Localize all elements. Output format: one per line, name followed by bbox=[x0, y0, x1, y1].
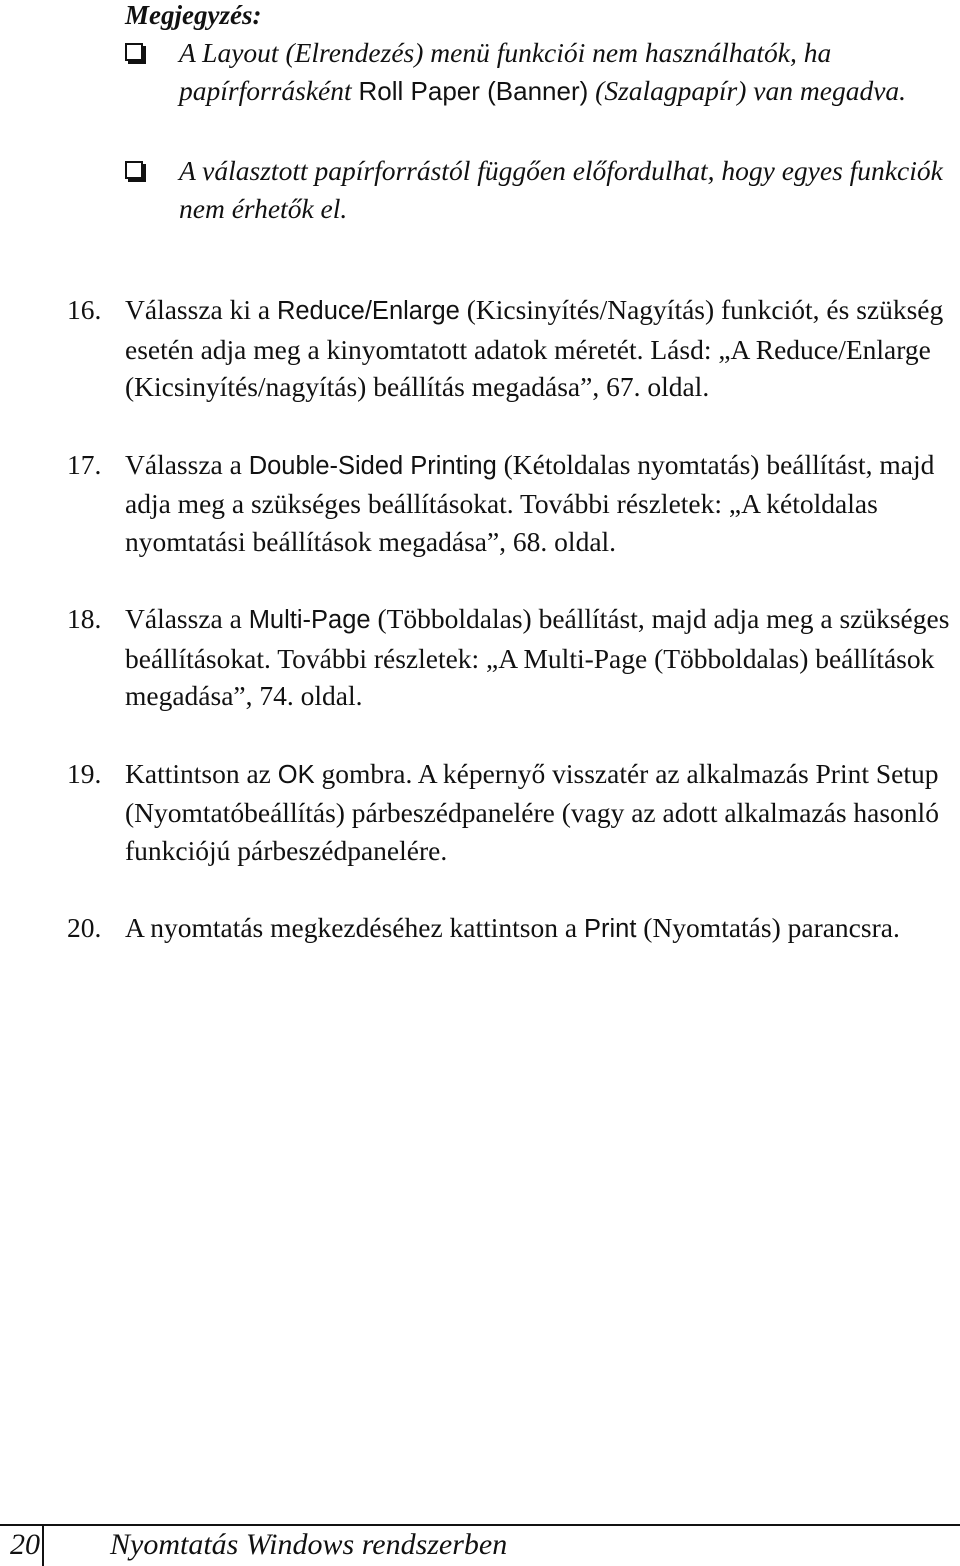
step-number: 20. bbox=[67, 912, 102, 943]
note-item bbox=[125, 34, 945, 110]
step-text: Válassza ki a bbox=[125, 294, 277, 325]
step-number: 16. bbox=[67, 294, 102, 325]
step-number: 17. bbox=[67, 448, 102, 480]
ui-term: Reduce/Enlarge bbox=[276, 297, 460, 325]
ui-term: Print bbox=[583, 915, 637, 943]
step-text: Kattintson az bbox=[125, 757, 278, 789]
ui-term: Double-Sided Printing bbox=[248, 451, 497, 480]
ui-term: OK bbox=[277, 760, 315, 789]
footer-section-title: Nyomtatás Windows rendszerben bbox=[110, 1528, 508, 1561]
step-text: (Kétoldalas nyomtatás) beállítást, majd adja meg a szükséges beállításokat. További részletek: „A kétoldalas nyomtatási beállítások megadása”, 68. oldal. bbox=[125, 448, 935, 557]
step-text: Válassza a bbox=[125, 603, 249, 634]
footer-rule bbox=[0, 1524, 960, 1526]
step-list bbox=[0, 291, 960, 989]
step-number: 18. bbox=[67, 603, 102, 634]
note-text: A választott papírforrástól függően előfordulhat, hogy egyes funkciók nem érhetők el. bbox=[179, 155, 943, 224]
step-item bbox=[0, 600, 960, 715]
ui-term: Multi-Page bbox=[248, 606, 371, 634]
step-text: A nyomtatás megkezdéséhez kattintson a bbox=[125, 912, 584, 943]
ui-term: Roll Paper (Banner) bbox=[358, 75, 589, 106]
step-text: (Többoldalas) beállítást, majd adja meg a szükséges beállításokat. További részletek: „A Multi-Page (Többoldalas) beállítások megadása”, 74. oldal. bbox=[125, 603, 950, 711]
note-item bbox=[125, 152, 945, 227]
checkbox-bullet-icon bbox=[125, 161, 143, 179]
step-item bbox=[0, 446, 960, 561]
checkbox-bullet-icon bbox=[125, 43, 143, 61]
note-text: (Szalagpapír) van megadva. bbox=[588, 74, 907, 106]
step-text: gombra. A képernyő visszatér az alkalmazás Print Setup (Nyomtatóbeállítás) párbeszédpanelére (vagy az adott alkalmazás hasonló funkciójú párbeszédpanelére. bbox=[125, 757, 939, 866]
note-list bbox=[125, 34, 945, 227]
footer-separator bbox=[42, 1524, 44, 1566]
step-item bbox=[0, 291, 960, 406]
note-block bbox=[125, 0, 945, 269]
note-title: Megjegyzés: bbox=[125, 0, 262, 30]
step-item bbox=[0, 909, 960, 949]
footer-page-number: 20 bbox=[10, 1528, 40, 1561]
step-item bbox=[0, 755, 960, 870]
step-text: Válassza a bbox=[125, 448, 249, 480]
step-number: 19. bbox=[67, 757, 102, 789]
step-text: (Kicsinyítés/Nagyítás) funkciót, és szükség esetén adja meg a kinyomtatott adatok méretét. Lásd: „A Reduce/Enlarge (Kicsinyítés/nagyítás) beállítás megadása”, 67. oldal. bbox=[125, 294, 944, 402]
step-text: (Nyomtatás) parancsra. bbox=[636, 912, 900, 943]
note-text: A Layout (Elrendezés) menü funkciói nem használhatók, ha papírforrásként bbox=[179, 37, 832, 106]
